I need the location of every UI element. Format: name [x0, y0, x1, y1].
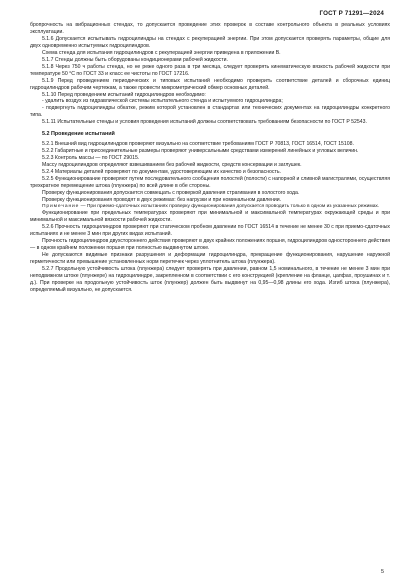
- paragraph: Схема стенда для испытания гидроцилиндров с рекуперацией энергии приведена в приложении В.: [42, 49, 281, 56]
- list-item: - удалить воздух из гидравлической системы испытательного стенда и испытуемого гидроцилиндра;: [42, 98, 283, 105]
- paragraph: 5.1.6 Допускается испытывать гидроцилиндры на стендах с рекуперацией энергии. При этом допускается проверять параметры, общие для двух одновременно испытуемых гидроцилиндров.: [30, 35, 390, 49]
- document-body: [30, 22, 390, 294]
- page-number: 5: [381, 569, 384, 575]
- paragraph: Массу гидроцилиндров определяют взвешиванием без рабочей жидкости, средств консервации и заглушек.: [42, 162, 302, 169]
- paragraph: Не допускаются видимые признаки разрушения и деформации гидроцилиндра, прекращение функционирования, нарушение наружной герметичности или превышение установленных норм перетечек через уплотнитель штока (плунжера).: [30, 252, 390, 266]
- note-label: Примечание: [42, 203, 80, 209]
- paragraph: Функционирование при предельных температурах проверяют при минимальной и максимальной температурах окружающей среды и при минимальной и максимальной вязкости рабочей жидкости.: [30, 210, 390, 224]
- paragraph: 5.2.7 Продольную устойчивость штока (плунжера) следует проверять при давлении, равном 1,5 номинального, в течение не менее 3 мин при неподвижном штоке (плунжере) на гидроцилиндре, закрепленном в соответствии с его конструкцией (крепление на фланце, цапфах, проушинах и т. д.). При проверке на продольную устойчивость шток (плунжер) должен быть выдвинут на 0,95—0,98 длины его хода. Изгиб штока (плунжера), определяемый визуально, не допускается.: [30, 266, 390, 293]
- paragraph: Проверку функционирования допускается совмещать с проверкой давления страгивания в холостого хода.: [42, 189, 300, 196]
- paragraph: 5.1.9 Перед проведением периодических и типовых испытаний необходимо проверить соответствие деталей и сборочных единиц гидроцилиндров рабочим чертежам, а также провести микрометрический обмер основных деталей.: [30, 77, 390, 91]
- paragraph: 5.1.10 Перед проведением испытаний гидроцилиндров необходимо:: [42, 91, 206, 98]
- paragraph: бропрочность на вибрационных стендах, то допускается проведение этих проверок в составе контрольного объекта в реальных условиях эксплуатации.: [30, 22, 390, 35]
- paragraph: 5.1.7 Стенды должны быть оборудованы кондиционерами рабочей жидкости.: [42, 56, 228, 63]
- standard-header: ГОСТ Р 71291—2024: [319, 10, 384, 17]
- paragraph: Проверку функционирования проводят в двух режимах: без нагрузки и при номинальном давлении.: [42, 196, 282, 203]
- paragraph: 5.2.5 Функционирование проверяют путем последовательного сообщения полостей (полости) с напорной и сливной магистралями, осуществляя трехкратное перемещение штока (плунжера) по всей длине в обе стороны.: [30, 176, 390, 190]
- note-text: — При приемо-сдаточных испытаниях проверку функционирования допускается проводить только в одном из указанных режимах.: [79, 203, 380, 209]
- paragraph: 5.2.1 Внешний вид гидроцилиндров проверяют визуально на соответствие требованиям ГОСТ Р 70813, ГОСТ 16514, ГОСТ 15108.: [42, 141, 354, 148]
- paragraph: Прочность гидроцилиндров двухстороннего действия проверяют в двух крайних положениях поршня, гидроцилиндров одностороннего действия — в одном крайнем положении поршня при полностью выдвинутом штоке.: [30, 238, 390, 252]
- paragraph: 5.1.11 Испытательные стенды и условия проведения испытаний должны соответствовать требованиям безопасности по ГОСТ Р 52543.: [42, 119, 367, 126]
- list-item: - подвергнуть гидроцилиндры обкатке, режим которой установлен в стандартах или технических документах на гидроцилиндры конкретного типа.: [30, 105, 390, 119]
- section-heading: 5.2 Проведение испытаний: [42, 131, 115, 138]
- paragraph: 5.2.3 Контроль массы — по ГОСТ 29015.: [42, 155, 140, 162]
- paragraph: 5.2.4 Материалы деталей проверяют по документам, удостоверяющим их качество и безопасность.: [42, 169, 281, 176]
- paragraph: 5.1.8 Через 750 ч работы стенда, но не реже одного раза в три месяца, следует проверять кинематическую вязкость рабочей жидкости при температуре 50 °С по ГОСТ 33 и класс ее чистоты по ГОСТ 17216.: [30, 63, 390, 77]
- paragraph: 5.2.6 Прочность гидроцилиндров проверяют при статическом пробном давлении по ГОСТ 16514 в течение не менее 30 с при приемо-сдаточных испытаниях и не менее 3 мин при других видах испытаний.: [30, 224, 390, 238]
- paragraph: 5.2.2 Габаритные и присоединительные размеры проверяют универсальными средствами измерений линейных и угловых величин.: [42, 148, 359, 155]
